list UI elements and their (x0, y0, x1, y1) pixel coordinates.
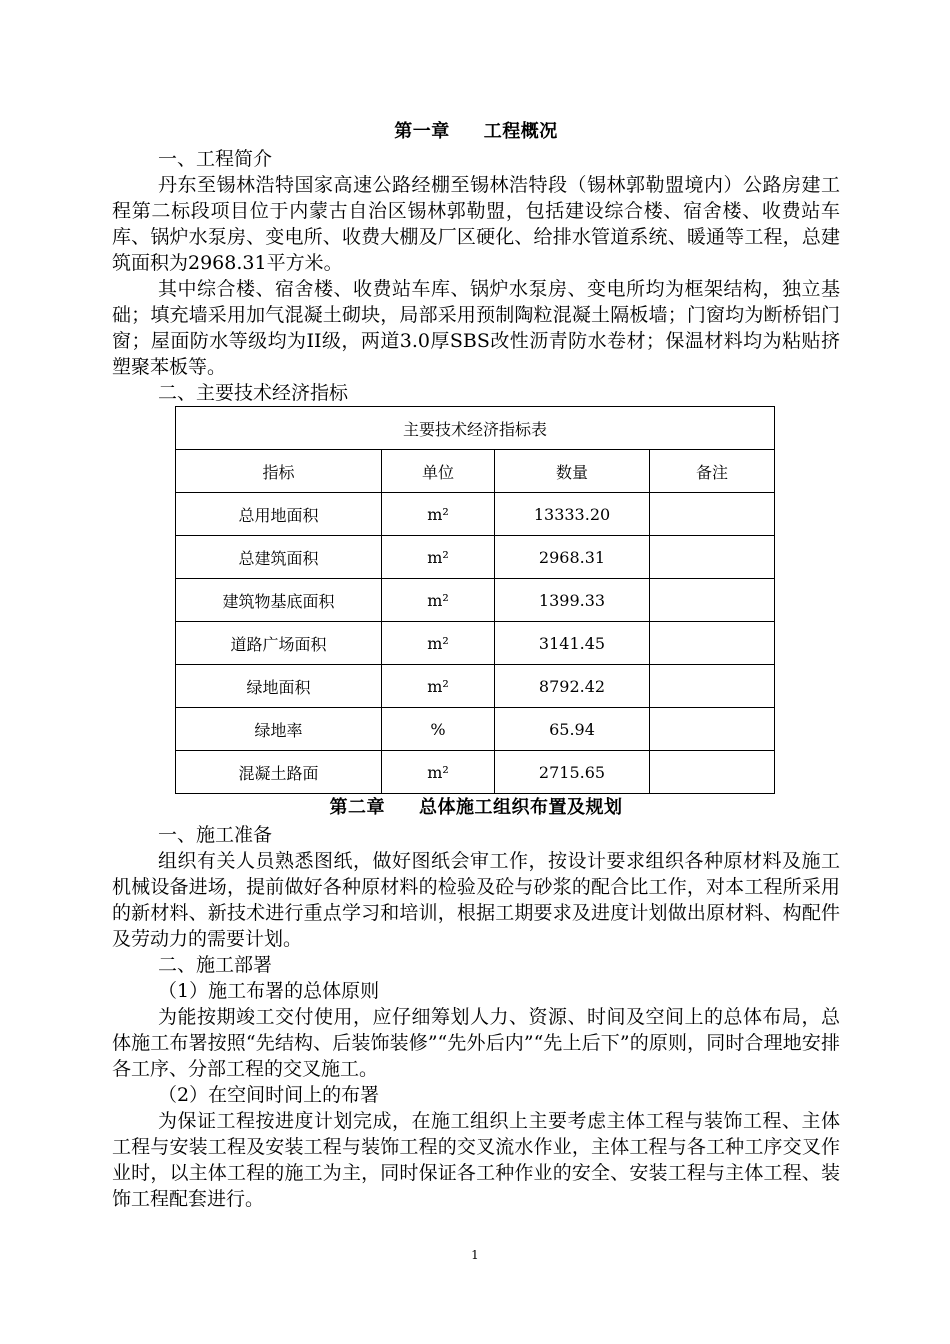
cell-indicator: 混凝土路面 (176, 751, 382, 794)
cell-unit: m² (382, 622, 495, 665)
table-caption-row (176, 407, 775, 450)
table-row (176, 622, 775, 665)
chapter-1-title (112, 118, 840, 146)
table-row (176, 665, 775, 708)
cell-indicator: 建筑物基底面积 (176, 579, 382, 622)
cell-remark (650, 579, 775, 622)
paragraph-structure: 其中综合楼、宿舍楼、收费站车库、锅炉水泵房、变电所均为框架结构，独立基础；填充墙采用加气混凝土砌块，局部采用预制陶粒混凝土隔板墙；门窗均为断桥铝门窗；屋面防水等级均为II级，两道3.0厚SBS改性沥青防水卷材；保温材料均为粘贴挤塑聚苯板等。 (112, 278, 840, 378)
cell-quantity: 2715.65 (495, 751, 650, 794)
header-quantity: 数量 (495, 450, 650, 493)
header-indicator: 指标 (176, 450, 382, 493)
table-header-row (176, 450, 775, 493)
chapter-1-number: 第一章 (394, 121, 450, 142)
cell-indicator: 总用地面积 (176, 493, 382, 536)
table-row (176, 751, 775, 794)
cell-remark (650, 708, 775, 751)
header-remark: 备注 (650, 450, 775, 493)
cell-remark (650, 751, 775, 794)
paragraph-project-intro: 丹东至锡林浩特国家高速公路经棚至锡林浩特段（锡林郭勒盟境内）公路房建工程第二标段项目位于内蒙古自治区锡林郭勒盟，包括建设综合楼、宿舍楼、收费站车库、锅炉水泵房、变电所、收费大棚及厂区硬化、给排水管道系统、暖通等工程，总建筑面积为2968.31平方米。 (112, 174, 840, 274)
cell-indicator: 绿地率 (176, 708, 382, 751)
cell-unit: m² (382, 751, 495, 794)
page-content (112, 118, 840, 1212)
cell-remark (650, 536, 775, 579)
cell-indicator: 总建筑面积 (176, 536, 382, 579)
cell-unit: m² (382, 579, 495, 622)
paragraph-preparation: 组织有关人员熟悉图纸，做好图纸会审工作，按设计要求组织各种原材料及施工机械设备进场，提前做好各种原材料的检验及砼与砂浆的配合比工作，对本工程所采用的新材料、新技术进行重点学习和培训，根据工期要求及进度计划做出原材料、构配件及劳动力的需要计划。 (112, 850, 840, 950)
chapter-2-title (112, 794, 840, 822)
cell-quantity: 1399.33 (495, 579, 650, 622)
subsection-heading-space-time: （2）在空间时间上的布署 (158, 1084, 380, 1106)
section-heading-project-intro: 一、工程简介 (158, 148, 273, 170)
table-row (176, 536, 775, 579)
table-row (176, 493, 775, 536)
section-heading-indicators: 二、主要技术经济指标 (158, 382, 349, 404)
cell-quantity: 13333.20 (495, 493, 650, 536)
header-unit: 单位 (382, 450, 495, 493)
chapter-2-number: 第二章 (329, 797, 385, 818)
subsection-heading-principles: （1）施工布署的总体原则 (158, 980, 380, 1002)
indicators-table (175, 406, 775, 794)
section-heading-deployment: 二、施工部署 (158, 954, 273, 976)
cell-remark (650, 622, 775, 665)
cell-quantity: 3141.45 (495, 622, 650, 665)
cell-remark (650, 665, 775, 708)
table-row (176, 708, 775, 751)
chapter-1-name: 工程概况 (483, 121, 558, 142)
page-number: 1 (471, 1248, 479, 1262)
cell-quantity: 2968.31 (495, 536, 650, 579)
cell-unit: m² (382, 665, 495, 708)
table-caption: 主要技术经济指标表 (176, 407, 775, 450)
cell-indicator: 绿地面积 (176, 665, 382, 708)
cell-quantity: 65.94 (495, 708, 650, 751)
paragraph-space-time: 为保证工程按进度计划完成，在施工组织上主要考虑主体工程与装饰工程、主体工程与安装工程及安装工程与装饰工程的交叉流水作业，主体工程与各工种工序交叉作业时，以主体工程的施工为主，同时保证各工种作业的安全、安装工程与主体工程、装饰工程配套进行。 (112, 1110, 840, 1210)
cell-unit: m² (382, 536, 495, 579)
chapter-2-name: 总体施工组织布置及规划 (419, 797, 623, 818)
table-row (176, 579, 775, 622)
cell-quantity: 8792.42 (495, 665, 650, 708)
cell-indicator: 道路广场面积 (176, 622, 382, 665)
cell-unit: m² (382, 493, 495, 536)
paragraph-principles: 为能按期竣工交付使用，应仔细筹划人力、资源、时间及空间上的总体布局，总体施工布署按照“先结构、后装饰装修”“先外后内”“先上后下”的原则，同时合理地安排各工序、分部工程的交叉施工。 (112, 1006, 840, 1080)
cell-remark (650, 493, 775, 536)
cell-unit: % (382, 708, 495, 751)
section-heading-preparation: 一、施工准备 (158, 824, 273, 846)
